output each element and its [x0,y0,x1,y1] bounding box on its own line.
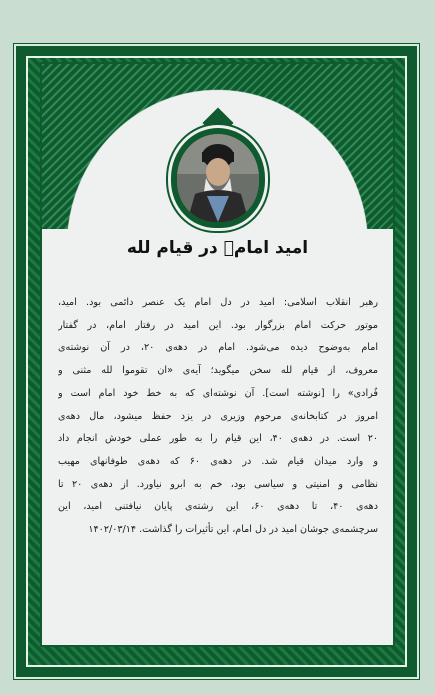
quote-line: فُرادی» را [نوشته است]. آن نوشته‌ای که به خط خود امام است و [58,387,378,399]
quote-line-with-date: سرچشمه‌ی جوشان امید در دل امام، این تأثیرات را گذاشت. ۱۴۰۲/۰۳/۱۴ [88,524,378,536]
quote-line: معروف، از قیام لله سخن میگوید؛ آیه‌ی «ان تقوموا لله مثنی و [58,365,378,377]
quote-line: رهبر انقلاب اسلامی: امید در دل امام یک عنصر دائمی بود. امید، [58,297,378,308]
quote-line: دهه‌ی ۴۰، تا دهه‌ی ۶۰، این رشته‌ی پایان نیافتنی امید، این [58,501,378,513]
quote-line: امروز در کتابخانه‌ی مرحوم وزیری در یزد حفظ میشود، مال دهه‌ی [58,410,378,422]
quote-line: موتور حرکت امام بزرگوار بود. این امید در رفتار امام، در گفتار [58,319,378,331]
quote-line: نظامی و امنیتی و سیاسی بود، خم به ابرو نیاورد. از دهه‌ی ۲۰ تا [58,478,378,490]
portrait-photo-icon [177,134,259,222]
quote-line: امام به‌وضوح دیده می‌شود. امام در دهه‌ی ۲۰، در آن نوشته‌ی [58,342,378,354]
quote-line: ۲۰ است. در دهه‌ی ۴۰، این قیام را به طور عملی خودش انجام داد [58,433,378,445]
quote-text [58,292,378,542]
page-title: امید امامؒ در قیام لله [126,238,309,258]
quote-line: و وارد میدان قیام شد. در دهه‌ی ۶۰ که دهه‌ی طوفانهای مهیب [58,455,378,467]
